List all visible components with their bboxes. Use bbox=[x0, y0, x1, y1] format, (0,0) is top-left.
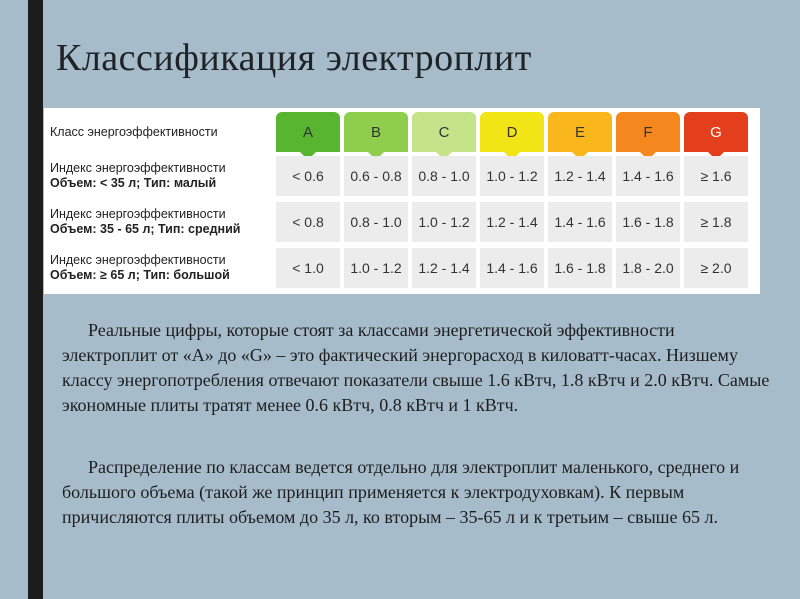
paragraph-1: Реальные цифры, которые стоят за классами энергетической эффективности электроплит от «А» до «G» – это фактический энергорасход в киловатт-часах. Низшему классу энергопотребления отвечают показатели свыше 1.6 кВтч, 1.8 кВтч и 2.0 кВтч. Самые экономные плиты тратят менее 0.6 кВтч, 0.8 кВтч и 1 кВтч. bbox=[62, 320, 770, 415]
header-label: Класс энергоэффективности bbox=[50, 125, 218, 139]
row-label-volume: Объем: < 35 л; Тип: малый bbox=[50, 176, 217, 190]
row-label-index: Индекс энергоэффективности bbox=[50, 253, 226, 267]
class-tab-f: F bbox=[616, 112, 680, 152]
class-tab-a: A bbox=[276, 112, 340, 152]
class-tab-d: D bbox=[480, 112, 544, 152]
table-cell: 0.8 - 1.0 bbox=[412, 156, 476, 196]
table-cell: ≥ 2.0 bbox=[684, 248, 748, 288]
table-cell: < 1.0 bbox=[276, 248, 340, 288]
table-cell: 1.4 - 1.6 bbox=[548, 202, 612, 242]
class-tab-e: E bbox=[548, 112, 612, 152]
paragraph-2: Распределение по классам ведется отдельно для электроплит маленького, среднего и большого объема (такой же принцип применяется к электродуховкам). К первым причисляются плиты объемом до 35 л, ко вторым – 35-65 л и к третьим – свыше 65 л. bbox=[62, 457, 740, 527]
table-cell: ≥ 1.6 bbox=[684, 156, 748, 196]
table-cell: < 0.8 bbox=[276, 202, 340, 242]
row-label-index: Индекс энергоэффективности bbox=[50, 207, 226, 221]
row-label-3 bbox=[50, 253, 230, 283]
table-cell: 1.4 - 1.6 bbox=[616, 156, 680, 196]
table-cell: 1.0 - 1.2 bbox=[344, 248, 408, 288]
energy-class-table bbox=[44, 108, 760, 294]
class-tab-g: G bbox=[684, 112, 748, 152]
table-cell: < 0.6 bbox=[276, 156, 340, 196]
table-cell: 1.0 - 1.2 bbox=[412, 202, 476, 242]
class-tab-b: B bbox=[344, 112, 408, 152]
table-cell: 1.6 - 1.8 bbox=[548, 248, 612, 288]
table-cell: 1.2 - 1.4 bbox=[548, 156, 612, 196]
row-label-1 bbox=[50, 161, 226, 191]
left-accent-bar bbox=[28, 0, 43, 599]
table-cell: 0.6 - 0.8 bbox=[344, 156, 408, 196]
table-cell: ≥ 1.8 bbox=[684, 202, 748, 242]
row-label-index: Индекс энергоэффективности bbox=[50, 161, 226, 175]
row-label-volume: Объем: 35 - 65 л; Тип: средний bbox=[50, 222, 241, 236]
table-cell: 1.0 - 1.2 bbox=[480, 156, 544, 196]
slide-title: Классификация электроплит bbox=[56, 37, 532, 79]
table-cell: 1.2 - 1.4 bbox=[480, 202, 544, 242]
table-cell: 1.4 - 1.6 bbox=[480, 248, 544, 288]
table-cell: 0.8 - 1.0 bbox=[344, 202, 408, 242]
class-tab-c: C bbox=[412, 112, 476, 152]
row-label-volume: Объем: ≥ 65 л; Тип: большой bbox=[50, 268, 230, 282]
table-cell: 1.6 - 1.8 bbox=[616, 202, 680, 242]
row-label-2 bbox=[50, 207, 240, 237]
table-cell: 1.8 - 2.0 bbox=[616, 248, 680, 288]
table-cell: 1.2 - 1.4 bbox=[412, 248, 476, 288]
